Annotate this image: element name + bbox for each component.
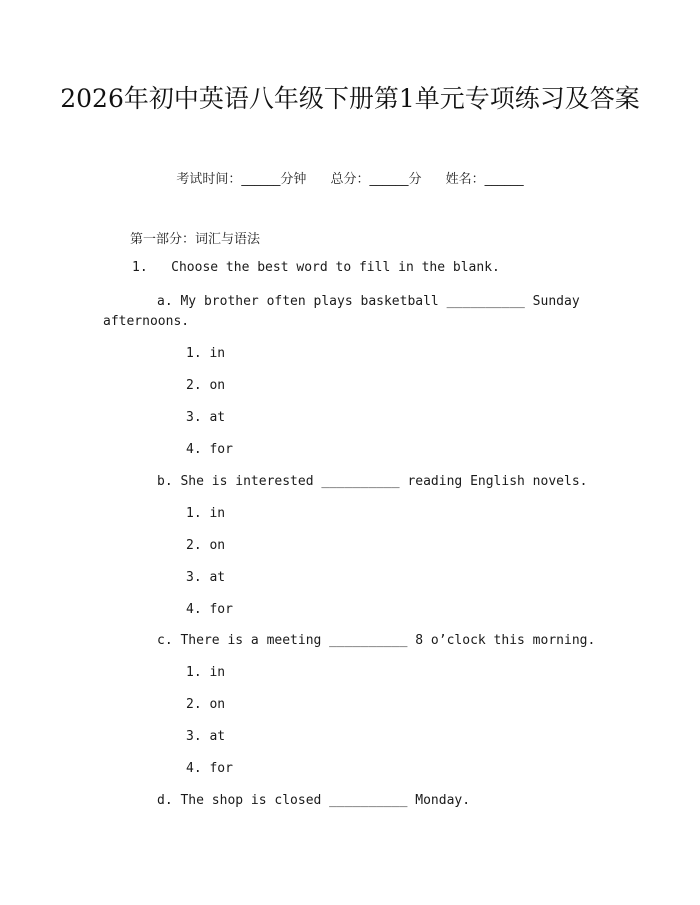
item-a-option-3: 3. at [186,410,226,425]
item-a-option-2: 2. on [186,378,226,393]
item-c-stem: c. There is a meeting __________ 8 o’clock this morning. [157,633,596,648]
item-b-stem: b. She is interested __________ reading English novels. [157,474,588,489]
item-c-option-2: 2. on [186,697,226,712]
section-heading: 第一部分：词汇与语法 [130,232,261,247]
item-b-option-3: 3. at [186,570,226,585]
item-c-option-3: 3. at [186,729,226,744]
item-b-option-2: 2. on [186,538,226,553]
item-b-option-1: 1. in [186,506,226,521]
item-c-option-1: 1. in [186,665,226,680]
question-1 [132,260,500,275]
item-d-stem: d. The shop is closed __________ Monday. [157,793,471,808]
page-title: 2026年初中英语八年级下册第1单元专项练习及答案 [60,84,640,113]
item-c-option-4: 4. for [186,761,233,776]
item-a-stem: a. My brother often plays basketball __________ Sunday [157,294,580,309]
student-name: 姓名：______ [445,172,524,187]
item-a-option-1: 1. in [186,346,226,361]
item-a-stem-cont: afternoons. [103,314,190,329]
exam-time: 考试时间：______分钟 [176,172,307,187]
item-b-option-4: 4. for [186,602,233,617]
exam-score: 总分：______分 [330,172,422,187]
question-text: Choose the best word to fill in the blank. [171,260,500,275]
question-number: 1. [132,260,148,275]
item-a-option-4: 4. for [186,442,233,457]
exam-info [0,168,700,187]
